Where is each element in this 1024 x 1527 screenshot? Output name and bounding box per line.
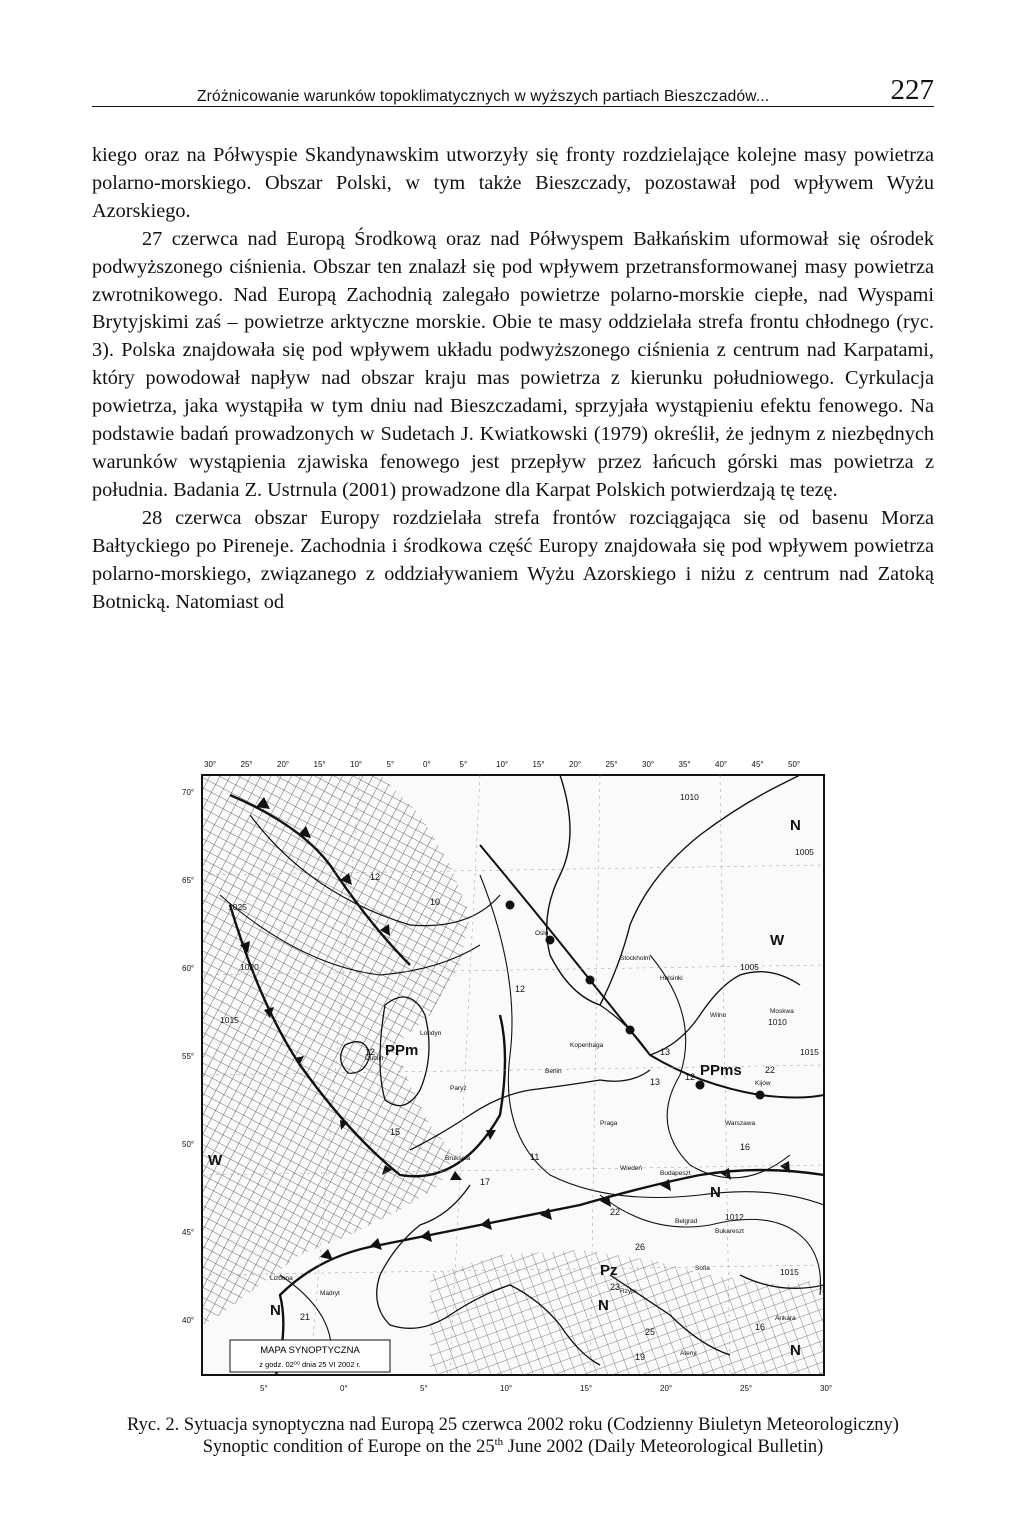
page-number: 227	[890, 74, 934, 106]
station-name-label: Warszawa	[725, 1120, 756, 1127]
bottom-degree-label: 0°	[340, 1384, 348, 1393]
top-degree-label: 5°	[386, 760, 395, 769]
figure-caption	[92, 1414, 934, 1458]
temperature-label: 12	[370, 872, 381, 882]
temperature-label: 11	[530, 1152, 540, 1162]
top-degree-label: 20°	[277, 760, 290, 769]
top-degree-label: 20°	[569, 760, 582, 769]
station-name-label: Budapeszt	[660, 1170, 691, 1177]
pressure-center-label: W	[770, 932, 785, 949]
air-mass-label: W	[208, 1152, 223, 1169]
station-name-label: Helsinki	[660, 975, 683, 982]
front-marker	[506, 901, 515, 910]
caption-line-english	[92, 1436, 934, 1458]
legend-date: z godz. 02⁰⁰ dnia 25 VI 2002 r.	[259, 1360, 361, 1369]
paragraph: 27 czerwca nad Europą Środkową oraz nad Półwyspem Bałkańskim uformował się ośrodek podwyższonego ciśnienia. Obszar ten znalazł się pod wpływem przetransformowanej masy powietrza zwrotnikowego. Nad Europą Zachodnią zalegało powietrze polarno-morskie ciepłe, nad Wyspami Brytyjskimi zaś – powietrze arktyczne morskie. Obie te masy oddzielała strefa frontu chłodnego (ryc. 3). Polska znajdowała się pod wpływem układu podwyższonego ciśnienia z centrum nad Karpatami, który powodował napływ nad obszar kraju mas powietrza z kierunku południowego. Cyrkulacja powietrza, jaka wystąpiła w tym dniu nad Bieszczadami, sprzyjała wystąpieniu efektu fenowego. Na podstawie badań prowadzonych w Sudetach J. Kwiatkowski (1979) określił, że jednym z niezbędnych warunków wystąpienia zjawiska fenowego jest przepływ przez łańcuch górski mas powietrza z południa. Badania Z. Ustrnula (2001) prowadzone dla Karpat Polskich potwierdzają tę tezę.	[92, 227, 934, 501]
station-name-label: Stockholm	[620, 955, 651, 962]
temperature-label: 15	[390, 1127, 401, 1137]
isobar-value-label: 1020	[240, 962, 259, 972]
isobar-value-label: 1005	[795, 847, 814, 857]
top-degree-label: 15°	[313, 760, 326, 769]
top-degree-label: 25°	[240, 760, 253, 769]
temperature-label: 16	[740, 1142, 751, 1152]
bottom-degree-label: 10°	[500, 1384, 513, 1393]
station-name-label: Oslo	[535, 930, 549, 937]
temperature-label: 16	[755, 1322, 766, 1332]
station-name-label: Kijów	[755, 1080, 771, 1087]
station-name-label: Londyn	[420, 1030, 442, 1037]
legend-title: MAPA SYNOPTYCZNA	[260, 1345, 360, 1356]
front-marker	[756, 1091, 765, 1100]
air-mass-label: Pz	[600, 1262, 618, 1279]
pressure-center-label: N	[790, 1342, 801, 1359]
bottom-degree-label: 30°	[820, 1384, 833, 1393]
running-title: Zróżnicowanie warunków topoklimatycznych w wyższych partiach Bieszczadów...	[197, 88, 770, 105]
bottom-degree-label: 15°	[580, 1384, 593, 1393]
station-name-label: Rzym	[620, 1288, 637, 1295]
temperature-label: 12	[685, 1072, 696, 1082]
pressure-center-label: N	[790, 817, 801, 834]
paragraph: kiego oraz na Półwyspie Skandynawskim utworzyły się fronty rozdzielające kolejne masy powietrza polarno-morskiego. Obszar Polski, w tym także Bieszczady, pozostawał pod wpływem Wyżu Azorskiego.	[92, 144, 934, 222]
isobar-value-label: 1015	[800, 1047, 819, 1057]
top-degree-label: 10°	[350, 760, 363, 769]
page-header	[92, 72, 934, 107]
top-degree-label: 10°	[496, 760, 509, 769]
station-name-label: Dublin	[365, 1055, 384, 1062]
station-name-label: Sofia	[695, 1265, 710, 1272]
station-name-label: Ankara	[775, 1315, 796, 1322]
station-name-label: Bukareszt	[715, 1228, 744, 1235]
temperature-label: 10	[430, 897, 441, 907]
isobar-value-label: 1012	[725, 1212, 744, 1222]
station-name-label: Belgrad	[675, 1218, 698, 1225]
isobar-value-label: 1010	[680, 792, 699, 802]
side-degree-label: 45°	[182, 1228, 195, 1237]
station-name-label: Kopenhaga	[570, 1042, 604, 1049]
side-degree-label: 40°	[182, 1316, 195, 1325]
bottom-degree-label: 5°	[260, 1384, 268, 1393]
station-name-label: Ateny	[680, 1350, 697, 1357]
bottom-degree-label: 5°	[420, 1384, 428, 1393]
station-name-label: Wiedeń	[620, 1165, 643, 1172]
caption-english-prefix: Synoptic condition of Europe on the 25	[202, 1437, 495, 1457]
side-degree-label: 50°	[182, 1140, 195, 1149]
top-degree-label: 30°	[204, 760, 217, 769]
top-degree-label: 45°	[751, 760, 764, 769]
isobar-value-label: 1005	[740, 962, 759, 972]
body-text	[92, 142, 934, 616]
temperature-label: 13	[650, 1077, 661, 1087]
air-mass-label: PPm	[385, 1042, 419, 1059]
pressure-center-label: N	[270, 1302, 281, 1319]
isobar-value-label: 1015	[780, 1267, 799, 1277]
isobar-value-label: 1025	[228, 902, 247, 912]
caption-english-suffix: June 2002 (Daily Meteorological Bulletin)	[503, 1437, 824, 1457]
station-name-label: Paryż	[450, 1085, 467, 1092]
top-degree-label: 25°	[605, 760, 618, 769]
temperature-label: 19	[635, 1352, 646, 1362]
top-degree-label: 15°	[532, 760, 545, 769]
caption-line-polish: Ryc. 2. Sytuacja synoptyczna nad Europą 25 czerwca 2002 roku (Codzienny Biuletyn Meteorologiczny)	[127, 1415, 899, 1435]
temperature-label: 13	[660, 1047, 671, 1057]
top-degree-label: 30°	[642, 760, 655, 769]
paragraph: 28 czerwca obszar Europy rozdzielała strefa frontów rozciągająca się od basenu Morza Bałtyckiego po Pireneje. Zachodnia i środkowa część Europy znajdowała się pod wpływem powietrza polarno-morskiego, związanego z oddziaływaniem Wyżu Azorskiego i niżu z centrum nad Zatoką Botnicką. Natomiast od	[92, 506, 934, 613]
pressure-center-label: N	[710, 1184, 721, 1201]
station-name-label: Moskwa	[770, 1008, 794, 1015]
top-degree-label: 0°	[423, 760, 431, 769]
station-name-label: Wilno	[710, 1012, 727, 1019]
bottom-degree-label: 20°	[660, 1384, 673, 1393]
temperature-label: 22	[610, 1207, 621, 1217]
station-name-label: Bruksela	[445, 1155, 471, 1162]
side-degree-label: 60°	[182, 964, 195, 973]
temperature-label: 17	[480, 1177, 491, 1187]
temperature-label: 21	[300, 1312, 311, 1322]
synoptic-map-figure	[180, 755, 843, 1395]
pressure-center-label: N	[598, 1297, 609, 1314]
top-degree-label: 50°	[788, 760, 801, 769]
front-marker	[696, 1081, 705, 1090]
temperature-label: 12	[515, 984, 526, 994]
top-degree-label: 5°	[459, 760, 468, 769]
station-name-label: Lizbona	[270, 1275, 293, 1282]
station-name-label: Praga	[600, 1120, 618, 1127]
isobar-value-label: 1015	[220, 1015, 239, 1025]
air-mass-label: PPms	[700, 1062, 742, 1079]
temperature-label: 26	[635, 1242, 646, 1252]
temperature-label: 12	[365, 1047, 376, 1057]
bottom-degree-label: 25°	[740, 1384, 753, 1393]
side-degree-label: 65°	[182, 876, 195, 885]
isobar-value-label: 1010	[768, 1017, 787, 1027]
temperature-label: 23	[610, 1282, 621, 1292]
side-degree-label: 70°	[182, 788, 195, 797]
top-degree-label: 35°	[678, 760, 691, 769]
station-name-label: Madryt	[320, 1290, 340, 1297]
top-degree-label: 40°	[715, 760, 728, 769]
station-name-label: Berlin	[545, 1068, 562, 1075]
front-marker	[586, 976, 595, 985]
temperature-label: 22	[765, 1065, 776, 1075]
side-degree-label: 55°	[182, 1052, 195, 1061]
caption-english-superscript: th	[494, 1436, 504, 1448]
temperature-label: 25	[645, 1327, 656, 1337]
front-marker	[626, 1026, 635, 1035]
